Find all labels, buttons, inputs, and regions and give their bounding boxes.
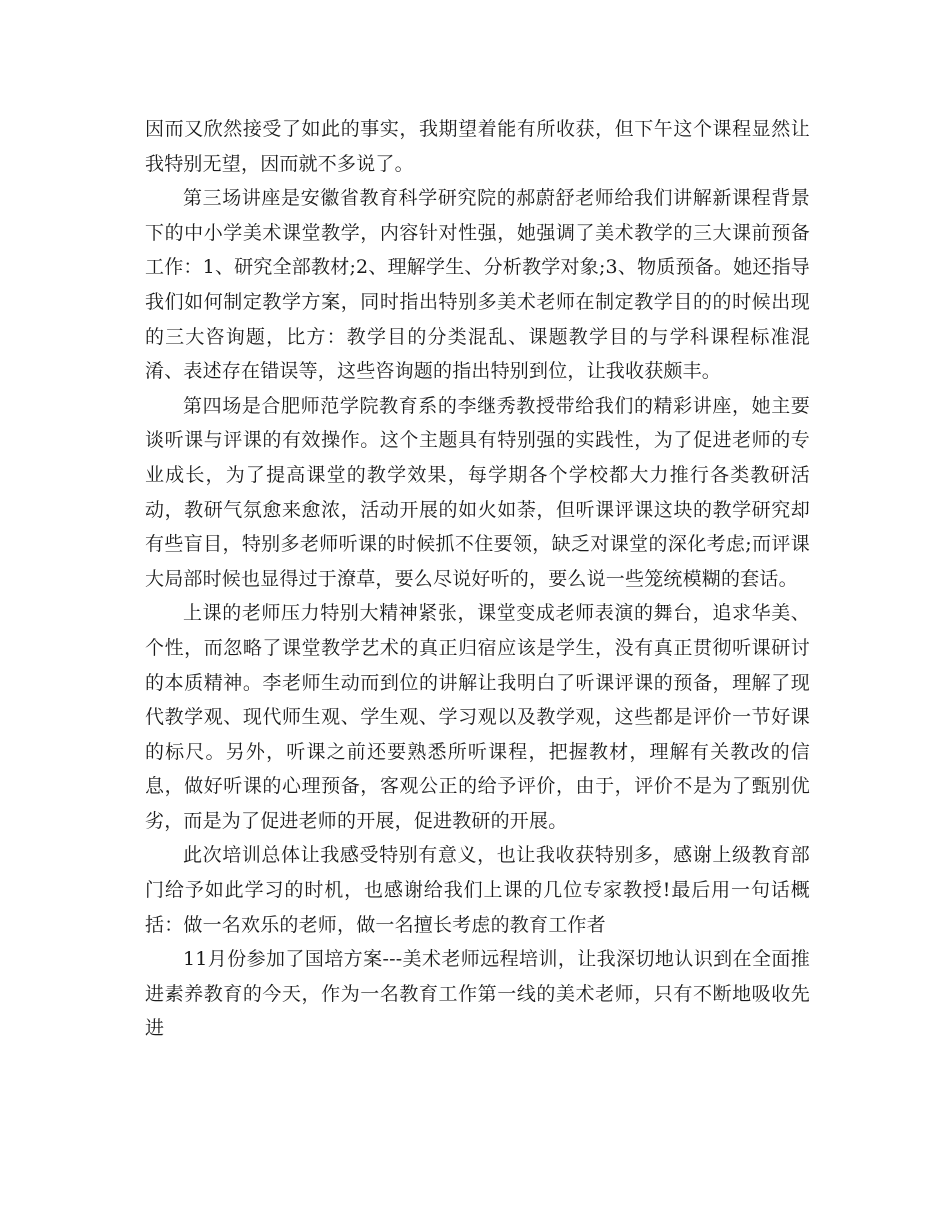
paragraph-6: 11月份参加了国培方案---美术老师远程培训，让我深切地认识到在全面推进素养教育的今天，作为一名教育工作第一线的美术老师，只有不断地吸收先进 bbox=[145, 948, 810, 1040]
paragraph-5: 此次培训总体让我感受特别有意义，也让我收获特别多，感谢上级教育部门给予如此学习的时机，也感谢给我们上课的几位专家教授!最后用一句话概括：做一名欢乐的老师，做一名擅长考虑的教育工作者 bbox=[145, 844, 810, 936]
paragraph-2: 第三场讲座是安徽省教育科学研究院的郝蔚舒老师给我们讲解新课程背景下的中小学美术课堂教学，内容针对性强，她强调了美术教学的三大课前预备工作：1、研究全部教材;2、理解学生、分析教学对象;3、物质预备。她还指导我们如何制定教学方案，同时指出特别多美术老师在制定教学目的的时候出现的三大咨询题，比方：教学目的分类混乱、课题教学目的与学科课程标准混淆、表述存在错误等，这些咨询题的指出特别到位，让我收获颇丰。 bbox=[145, 187, 810, 383]
paragraph-4: 上课的老师压力特别大精神紧张，课堂变成老师表演的舞台，追求华美、个性，而忽略了课堂教学艺术的真正归宿应该是学生，没有真正贯彻听课研讨的本质精神。李老师生动而到位的讲解让我明白了听课评课的预备，理解了现代教学观、现代师生观、学生观、学习观以及教学观，这些都是评价一节好课的标尺。另外，听课之前还要熟悉所听课程，把握教材，理解有关教改的信息，做好听课的心理预备，客观公正的给予评价，由于，评价不是为了甄别优劣，而是为了促进老师的开展，促进教研的开展。 bbox=[145, 602, 810, 832]
document-body bbox=[145, 112, 810, 1046]
paragraph-1: 因而又欣然接受了如此的事实，我期望着能有所收获，但下午这个课程显然让我特别无望，因而就不多说了。 bbox=[145, 118, 810, 175]
paragraph-3: 第四场是合肥师范学院教育系的李继秀教授带给我们的精彩讲座，她主要谈听课与评课的有效操作。这个主题具有特别强的实践性，为了促进老师的专业成长，为了提高课堂的教学效果，每学期各个学校都大力推行各类教研活动，教研气氛愈来愈浓，活动开展的如火如荼，但听课评课这块的教学研究却有些盲目，特别多老师听课的时候抓不住要领，缺乏对课堂的深化考虑;而评课大局部时候也显得过于潦草，要么尽说好听的，要么说一些笼统模糊的套话。 bbox=[145, 394, 810, 590]
